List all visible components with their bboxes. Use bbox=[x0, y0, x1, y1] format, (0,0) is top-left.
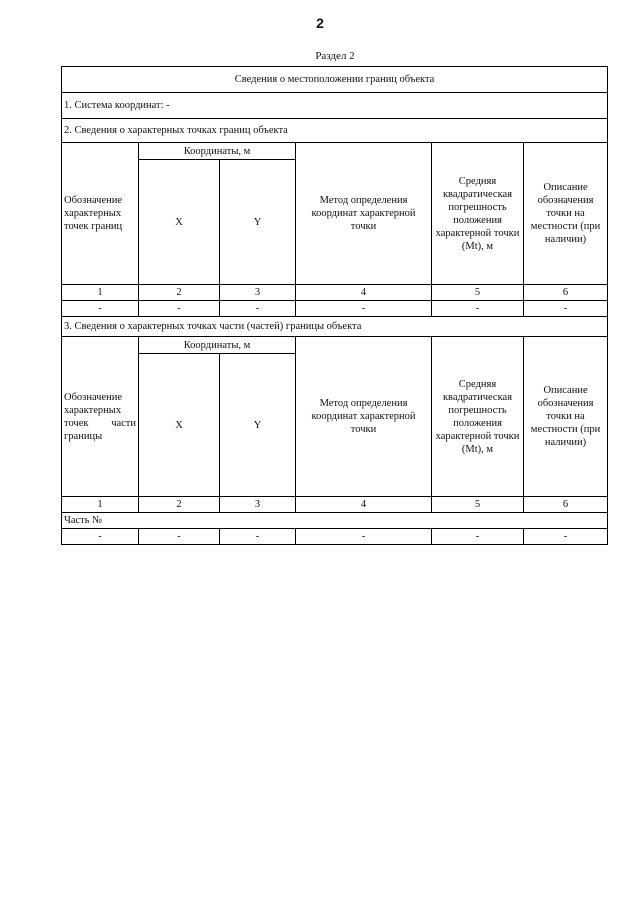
col-number: 2 bbox=[139, 497, 220, 513]
part2-designation-line: Обозначение bbox=[64, 391, 123, 403]
part1-designation-header: Обозначение характерных точек границ bbox=[62, 143, 139, 285]
table-cell: - bbox=[296, 301, 432, 317]
table-cell: - bbox=[524, 529, 608, 545]
part2-x-header: X bbox=[139, 354, 220, 497]
boundary-table bbox=[61, 66, 608, 545]
part1-method-header: Метод определения координат характерной точки bbox=[296, 143, 432, 285]
table-cell: - bbox=[432, 529, 524, 545]
col-number: 5 bbox=[432, 285, 524, 301]
table-cell: - bbox=[220, 301, 296, 317]
table-cell: - bbox=[296, 529, 432, 545]
col-number: 3 bbox=[220, 497, 296, 513]
table-cell: - bbox=[139, 301, 220, 317]
part1-heading: 2. Сведения о характерных точках границ объекта bbox=[62, 119, 608, 143]
page-number: 2 bbox=[316, 15, 324, 31]
section-label: Раздел 2 bbox=[315, 50, 355, 62]
part2-heading: 3. Сведения о характерных точках части (частей) границы объекта bbox=[62, 317, 608, 337]
part2-designation-line: характерных bbox=[64, 404, 122, 416]
part2-y-header: Y bbox=[220, 354, 296, 497]
table-cell: - bbox=[62, 529, 139, 545]
table-cell: - bbox=[524, 301, 608, 317]
table-title: Сведения о местоположении границ объекта bbox=[62, 67, 608, 93]
part1-column-numbers bbox=[62, 285, 608, 301]
col-number: 2 bbox=[139, 285, 220, 301]
table-row bbox=[62, 529, 608, 545]
part2-column-numbers bbox=[62, 497, 608, 513]
coord-system-row: 1. Система координат: - bbox=[62, 93, 608, 119]
table-cell: - bbox=[139, 529, 220, 545]
col-number: 1 bbox=[62, 285, 139, 301]
col-number: 6 bbox=[524, 285, 608, 301]
part1-coords-header: Координаты, м bbox=[139, 143, 296, 160]
col-number: 6 bbox=[524, 497, 608, 513]
part2-accuracy-header: Средняя квадратическая погрешность положения характерной точки (Mt), м bbox=[432, 337, 524, 497]
part-number-row: Часть № bbox=[62, 513, 608, 529]
table-cell: - bbox=[62, 301, 139, 317]
part2-method-header: Метод определения координат характерной точки bbox=[296, 337, 432, 497]
col-number: 1 bbox=[62, 497, 139, 513]
col-number: 4 bbox=[296, 497, 432, 513]
part2-designation-line: точек части bbox=[64, 417, 136, 429]
part2-designation-line: границы bbox=[64, 430, 103, 442]
part2-coords-header: Координаты, м bbox=[139, 337, 296, 354]
table-cell: - bbox=[432, 301, 524, 317]
col-number: 4 bbox=[296, 285, 432, 301]
table-row bbox=[62, 301, 608, 317]
part2-description-header: Описание обозначения точки на местности (при наличии) bbox=[524, 337, 608, 497]
part1-y-header: Y bbox=[220, 160, 296, 285]
col-number: 3 bbox=[220, 285, 296, 301]
part1-accuracy-header: Средняя квадратическая погрешность положения характерной точки (Mt), м bbox=[432, 143, 524, 285]
table-cell: - bbox=[220, 529, 296, 545]
part2-designation-header bbox=[62, 337, 139, 497]
col-number: 5 bbox=[432, 497, 524, 513]
part1-description-header: Описание обозначения точки на местности (при наличии) bbox=[524, 143, 608, 285]
part1-x-header: X bbox=[139, 160, 220, 285]
